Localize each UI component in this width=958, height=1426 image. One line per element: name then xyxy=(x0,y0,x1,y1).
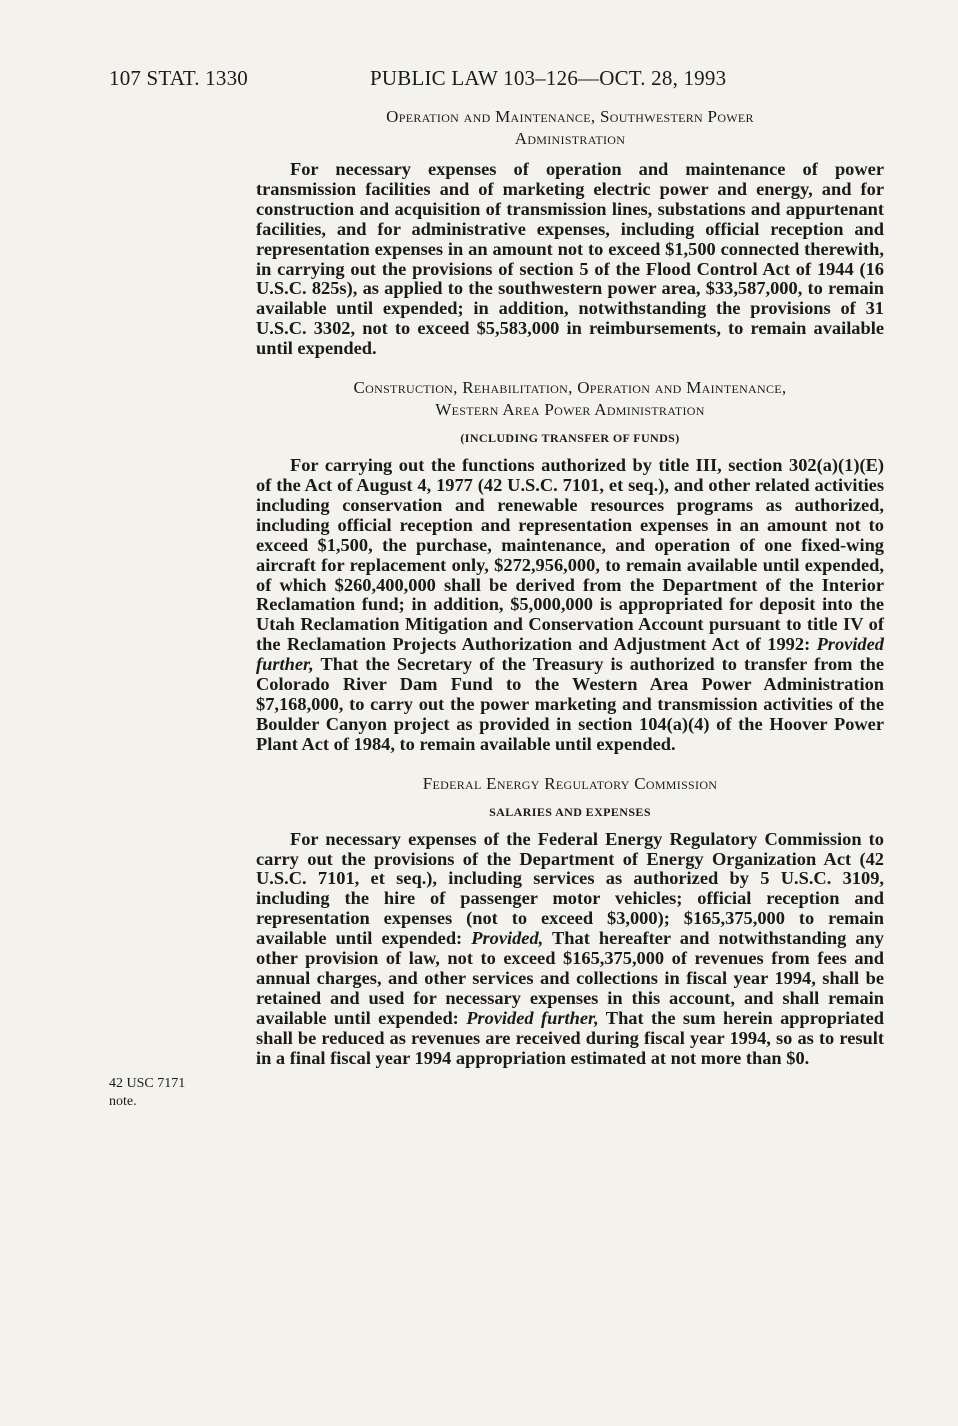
heading-line: Federal Energy Regulatory Commission xyxy=(422,773,718,793)
section-heading xyxy=(256,377,884,421)
section-subheading: SALARIES AND EXPENSES xyxy=(489,804,651,819)
appropriation-paragraph xyxy=(256,830,884,1069)
paragraph-text: That hereafter and notwithstanding any other provision of law, not to exceed $165,375,000 of revenues from fees and annual charges, and other services and collections in fiscal year 1994, shall be retained and used for necessary expenses in this account, and shall remain available until expended: xyxy=(256,928,884,1028)
section-southwestern-power xyxy=(256,106,884,359)
section-ferc xyxy=(256,773,884,1069)
proviso-text: Provided, xyxy=(471,928,544,949)
proviso-text: Provided further, xyxy=(466,1007,599,1028)
margin-citation-note xyxy=(109,1075,219,1111)
heading-line: Operation and Maintenance, Southwestern Power xyxy=(386,107,754,126)
public-law-reference: PUBLIC LAW 103–126—OCT. 28, 1993 xyxy=(370,66,727,90)
appropriation-paragraph xyxy=(256,456,884,755)
section-western-area-power xyxy=(256,377,884,755)
paragraph-text: That the Secretary of the Treasury is authorized to transfer from the Colorado River Dam Fund to the Western Area Power Administration $7,168,000, to carry out the power marketing and transmission activities of the Boulder Canyon project as provided in section 104(a)(4) of the Hoover Power Plant Act of 1984, to remain available until expended. xyxy=(256,654,885,754)
section-subheading: (INCLUDING TRANSFER OF FUNDS) xyxy=(460,431,680,446)
paragraph-text: For carrying out the functions authorized by title III, section 302(a)(1)(E) of the Act of August 4, 1977 (42 U.S.C. 7101, et seq.), and other related activities including conservation and renewable resources programs as authorized, including official reception and representation expenses in an amount not to exceed $1,500, the purchase, maintenance, and operation of one fixed-wing aircraft for replacement only, $272,956,000, to remain available until expended, of which $260,400,000 shall be derived from the Department of the Interior Reclamation fund; in addition, $5,000,000 is appropriated for deposit into the Utah Reclamation Mitigation and Conservation Account pursuant to title IV of the Reclamation Projects Authorization and Adjustment Act of 1992: xyxy=(256,455,884,655)
statute-reference: 107 STAT. 1330 xyxy=(109,66,248,90)
section-heading xyxy=(256,106,884,150)
proviso-text: Provided further, xyxy=(256,634,884,675)
heading-line: Administration xyxy=(514,129,626,148)
margin-note-line2: note. xyxy=(109,1094,137,1109)
paragraph-text: That the sum herein appropriated shall be reduced as revenues are received during fiscal year 1994, so as to result in a final fiscal year 1994 appropriation estimated at not more than $0. xyxy=(256,1007,884,1068)
heading-line: Western Area Power Administration xyxy=(435,400,705,420)
paragraph-text: For necessary expenses of the Federal Energy Regulatory Commission to carry out the provisions of the Department of Energy Organization Act (42 U.S.C. 7101, et seq.), including services as authorized by 5 U.S.C. 3109, including the hire of passenger motor vehicles; official reception and representation expenses (not to exceed $3,000); $165,375,000 to remain available until expended: xyxy=(256,828,884,949)
section-heading xyxy=(256,773,884,795)
main-text-column xyxy=(256,106,884,1069)
heading-line: Construction, Rehabilitation, Operation and Maintenance, xyxy=(353,378,787,398)
appropriation-paragraph: For necessary expenses of operation and maintenance of power transmission facilities and of marketing electric power and energy, and for construction and acquisition of transmission lines, substations and appurtenant facilities, and for administrative expenses, including official reception and representation expenses in an amount not to exceed $1,500 connected therewith, in carrying out the provisions of section 5 of the Flood Control Act of 1944 (16 U.S.C. 825s), as applied to the southwestern power area, $33,587,000, to remain available until expended; in addition, notwithstanding the provisions of 31 U.S.C. 3302, not to exceed $5,583,000 in reimbursements, to remain available until expended. xyxy=(256,159,884,359)
margin-note-line1: 42 USC 7171 xyxy=(109,1076,186,1091)
